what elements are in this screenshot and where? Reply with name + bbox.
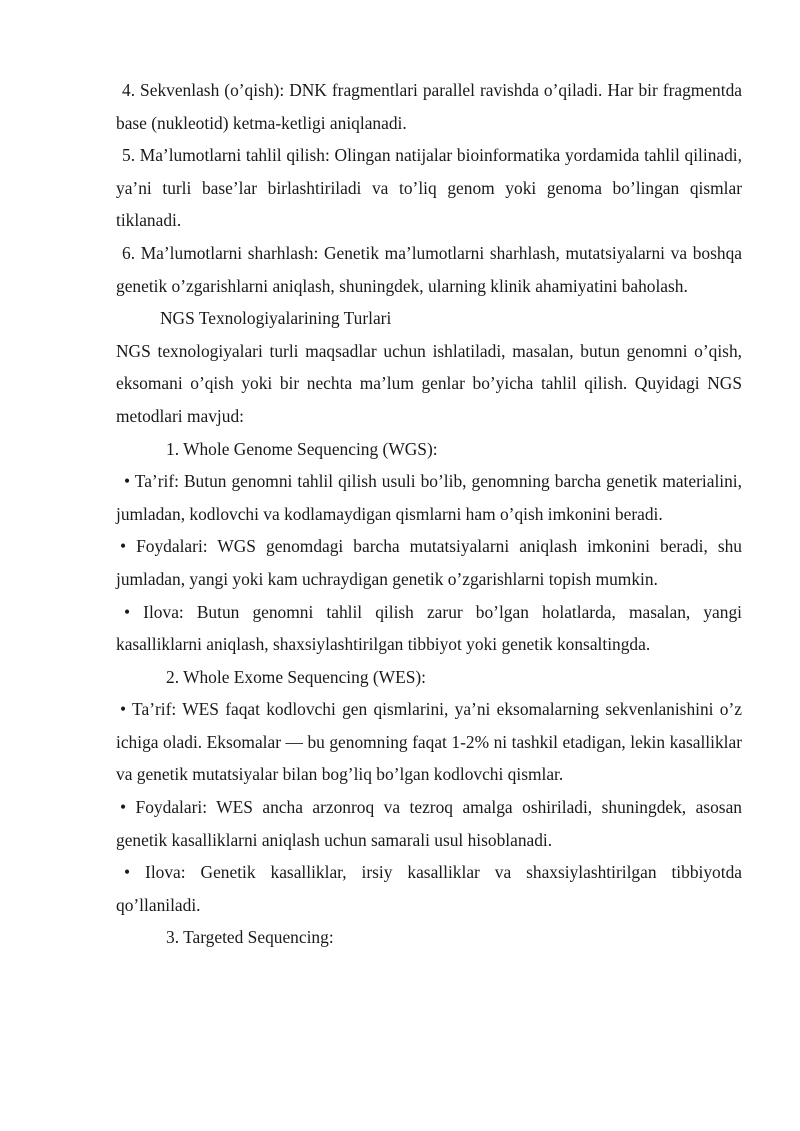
subheading-targeted-sequencing: 3. Targeted Sequencing: [166,927,334,948]
paragraph-step-6-interpretation: 6. Ma’lumotlarni sharhlash: Genetik ma’lumotlarni sharhlash, mutatsiyalarni va boshqa genetik o’zgarishlarni aniqlash, shuningdek, ularning klinik ahamiyatini baholash. [116,242,742,296]
bullet-wes-definition: • Ta’rif: WES faqat kodlovchi gen qismlarini, ya’ni eksomalarning sekvenlanishini o’z ichiga oladi. Eksomalar — bu genomning faqat 1-2% ni tashkil etadigan, lekin kasalliklar va genetik mutatsiyalar bilan bog’liq bo’lgan kodlovchi qismlar. [116,699,742,785]
bullet-wgs-definition: • Ta’rif: Butun genomni tahlil qilish usuli bo’lib, genomning barcha genetik materialini, jumladan, kodlovchi va kodlamaydigan qismlarni ham o’qish imkonini beradi. [116,471,742,524]
bullet-wgs-benefits: • Foydalari: WGS genomdagi barcha mutatsiyalarni aniqlash imkonini beradi, shu jumladan, yangi yoki kam uchraydigan genetik o’zgarishlarni topish mumkin. [116,536,742,589]
bullet-wgs-application: • Ilova: Butun genomni tahlil qilish zarur bo’lgan holatlarda, masalan, yangi kasalliklarni aniqlash, shaxsiylashtirilgan tibbiyot yoki genetik konsaltingda. [116,601,742,655]
document-body [116,74,742,954]
paragraph-ngs-intro: NGS texnologiyalari turli maqsadlar uchun ishlatiladi, masalan, butun genomni o’qish, eksomani o’qish yoki bir nechta ma’lum genlar bo’yicha tahlil qilish. Quyidagi NGS metodlari mavjud: [116,340,742,426]
paragraph-step-5-analysis: 5. Ma’lumotlarni tahlil qilish: Olingan natijalar bioinformatika yordamida tahlil qilinadi, ya’ni turli base’lar birlashtiriladi va to’liq genom yoki genoma bo’lingan qismlar tiklanadi. [116,145,742,231]
section-heading-ngs-types: NGS Texnologiyalarining Turlari [160,308,392,329]
subheading-wgs: 1. Whole Genome Sequencing (WGS): [166,438,438,459]
bullet-wes-benefits: • Foydalari: WES ancha arzonroq va tezroq amalga oshiriladi, shuningdek, asosan genetik kasalliklarni aniqlash uchun samarali usul hisoblanadi. [116,797,742,850]
paragraph-step-4-sequencing: 4. Sekvenlash (o’qish): DNK fragmentlari parallel ravishda o’qiladi. Har bir fragmentda base (nukleotid) ketma-ketligi aniqlanadi. [116,80,742,133]
bullet-wes-application: • Ilova: Genetik kasalliklar, irsiy kasalliklar va shaxsiylashtirilgan tibbiyotda qo’llaniladi. [116,862,742,915]
subheading-wes: 2. Whole Exome Sequencing (WES): [166,666,426,687]
